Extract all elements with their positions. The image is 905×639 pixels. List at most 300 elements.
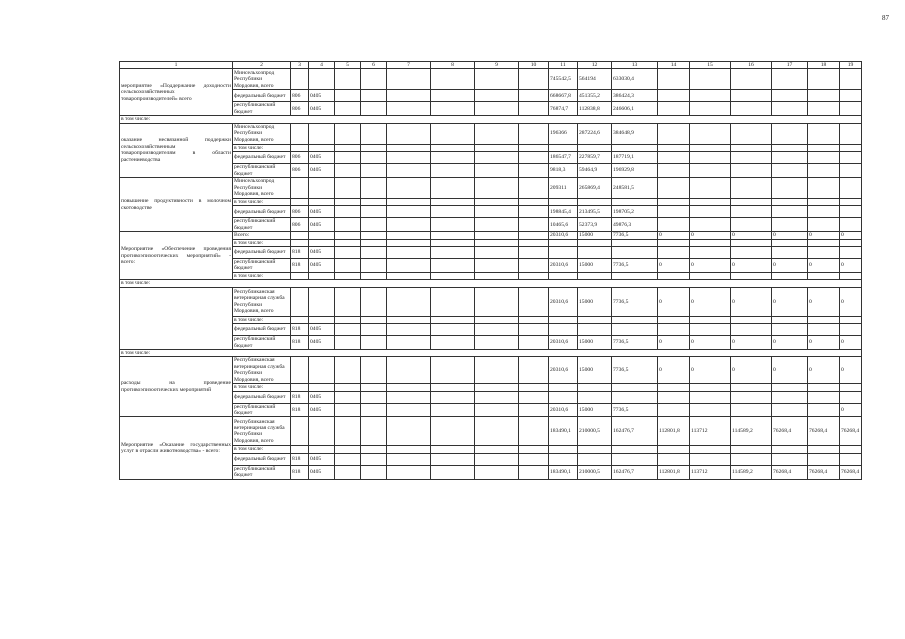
table-cell: 0: [658, 287, 690, 316]
table-cell: [335, 123, 361, 144]
table-cell: [335, 239, 361, 246]
table-cell: [519, 239, 549, 246]
table-cell: 113712: [690, 417, 731, 446]
table-cell: [840, 102, 862, 116]
table-cell: [335, 446, 361, 453]
table-cell: 0405: [309, 90, 335, 102]
table-row: [120, 69, 862, 90]
table-cell: [387, 391, 431, 403]
column-header: 2: [233, 62, 291, 69]
table-cell: [840, 206, 862, 218]
table-cell: 76874,7: [549, 102, 578, 116]
table-cell: [475, 247, 519, 259]
table-cell: [840, 177, 862, 198]
table-cell: [475, 316, 519, 323]
column-header: 5: [335, 62, 361, 69]
table-cell: [772, 90, 808, 102]
table-cell: [291, 232, 309, 239]
table-cell: [549, 316, 578, 323]
table-cell: 0405: [309, 259, 335, 273]
table-cell: 198845,4: [549, 206, 578, 218]
table-cell: [475, 152, 519, 164]
table-cell: 114589,2: [731, 465, 772, 479]
table-cell: 7736,5: [612, 403, 658, 417]
table-cell: [731, 384, 772, 391]
table-cell: [840, 90, 862, 102]
table-cell: [840, 123, 862, 144]
table-cell: [578, 316, 612, 323]
table-cell: [772, 446, 808, 453]
table-cell: [690, 164, 731, 178]
table-cell: [549, 384, 578, 391]
table-cell: 806: [291, 164, 309, 178]
table-row: [120, 357, 862, 384]
table-cell: [690, 453, 731, 465]
table-cell: [840, 247, 862, 259]
table-cell: [335, 324, 361, 336]
table-cell: [658, 324, 690, 336]
table-cell: [658, 453, 690, 465]
table-cell: [772, 144, 808, 151]
table-cell: [387, 287, 431, 316]
table-cell: [658, 152, 690, 164]
table-cell: [387, 177, 431, 198]
table-cell: [519, 123, 549, 144]
table-cell: [731, 218, 772, 232]
table-cell: [431, 453, 475, 465]
table-cell: [840, 239, 862, 246]
table-cell: [387, 272, 431, 279]
table-cell: [840, 316, 862, 323]
table-cell: 186547,7: [549, 152, 578, 164]
column-header: 16: [731, 62, 772, 69]
table-cell: [291, 69, 309, 90]
table-cell: [808, 102, 840, 116]
table-cell: 0405: [309, 206, 335, 218]
table-cell: [387, 446, 431, 453]
table-cell: 0: [658, 336, 690, 350]
table-cell: [361, 177, 387, 198]
table-cell: [475, 102, 519, 116]
table-cell: 7736,5: [612, 336, 658, 350]
table-cell: [772, 384, 808, 391]
table-cell: 0: [731, 232, 772, 239]
table-cell: [335, 417, 361, 446]
table-cell: [690, 403, 731, 417]
table-cell: [612, 391, 658, 403]
table-cell: [387, 247, 431, 259]
table-cell: Минсельхозпрод Республики Мордовия, всего: [233, 177, 291, 198]
table-cell: [361, 198, 387, 205]
table-cell: [361, 403, 387, 417]
table-cell: 0: [772, 232, 808, 239]
table-cell: [772, 316, 808, 323]
table-cell: [475, 206, 519, 218]
table-cell: [690, 218, 731, 232]
table-cell: [612, 384, 658, 391]
table-cell: [335, 152, 361, 164]
table-cell: [361, 336, 387, 350]
table-cell: [772, 206, 808, 218]
table-cell: [840, 144, 862, 151]
table-cell: [309, 123, 335, 144]
table-cell: федеральный бюджет: [233, 152, 291, 164]
table-cell: [431, 90, 475, 102]
table-cell: [431, 177, 475, 198]
table-cell: [387, 403, 431, 417]
table-row: [120, 123, 862, 144]
table-cell: [387, 316, 431, 323]
table-cell: 20310,6: [549, 232, 578, 239]
table-cell: 114589,2: [731, 417, 772, 446]
table-cell: [731, 453, 772, 465]
table-cell: 248581,5: [612, 177, 658, 198]
table-cell: [291, 417, 309, 446]
table-cell: [475, 391, 519, 403]
column-header: 17: [772, 62, 808, 69]
table-cell: [431, 198, 475, 205]
table-cell: 112801,8: [658, 417, 690, 446]
table-cell: 162476,7: [612, 465, 658, 479]
table-cell: [361, 218, 387, 232]
table-cell: федеральный бюджет: [233, 247, 291, 259]
table-cell: [658, 123, 690, 144]
table-cell: 818: [291, 453, 309, 465]
table-cell: 187719,1: [612, 152, 658, 164]
table-row: [120, 116, 862, 123]
table-cell: [335, 247, 361, 259]
table-cell: [475, 259, 519, 273]
table-cell: [309, 232, 335, 239]
table-cell: 198705,2: [612, 206, 658, 218]
table-cell: [549, 247, 578, 259]
table-cell: [612, 316, 658, 323]
table-cell: [658, 177, 690, 198]
table-cell: [519, 198, 549, 205]
table-cell: [731, 90, 772, 102]
page-number: 87: [882, 14, 889, 22]
table-cell: [690, 177, 731, 198]
table-cell: в том числе:: [233, 272, 291, 279]
table-cell: [731, 272, 772, 279]
table-cell: [309, 316, 335, 323]
table-cell: [475, 164, 519, 178]
column-header: 4: [309, 62, 335, 69]
table-cell: [475, 272, 519, 279]
table-cell: в том числе:: [233, 446, 291, 453]
table-cell: [840, 324, 862, 336]
table-cell: [519, 417, 549, 446]
table-cell: [335, 218, 361, 232]
table-cell: [431, 417, 475, 446]
table-row: [120, 280, 862, 287]
table-cell: [690, 102, 731, 116]
table-cell: [519, 391, 549, 403]
table-cell: 818: [291, 336, 309, 350]
table-cell: [361, 90, 387, 102]
table-cell: [690, 206, 731, 218]
table-cell: [291, 239, 309, 246]
table-cell: [690, 90, 731, 102]
table-cell: [808, 177, 840, 198]
table-cell: 76268,4: [808, 417, 840, 446]
table-cell: [658, 198, 690, 205]
table-cell: 0: [840, 357, 862, 384]
table-cell: [840, 218, 862, 232]
measure-name-cell: мероприятие «Поддержание доходности сельскохозяйственных товаропроизводителей» всего: [120, 69, 233, 116]
table-cell: 52373,9: [578, 218, 612, 232]
table-cell: [309, 384, 335, 391]
table-cell: 196929,8: [612, 164, 658, 178]
table-cell: [309, 287, 335, 316]
table-cell: федеральный бюджет: [233, 324, 291, 336]
table-cell: [387, 336, 431, 350]
table-cell: [291, 357, 309, 384]
table-cell: 0: [658, 232, 690, 239]
table-cell: [361, 446, 387, 453]
table-cell: [519, 336, 549, 350]
column-header: 13: [612, 62, 658, 69]
table-cell: [519, 177, 549, 198]
table-cell: [519, 247, 549, 259]
table-cell: [612, 453, 658, 465]
table-cell: [387, 206, 431, 218]
table-cell: [387, 218, 431, 232]
table-cell: 7736,5: [612, 232, 658, 239]
table-cell: [612, 239, 658, 246]
table-cell: [475, 232, 519, 239]
table-cell: [335, 102, 361, 116]
table-cell: 20310,6: [549, 259, 578, 273]
table-cell: Минсельхозпрод Республики Мордовия, всего: [233, 123, 291, 144]
table-cell: [578, 272, 612, 279]
table-cell: [519, 90, 549, 102]
table-cell: [431, 69, 475, 90]
table-cell: [612, 324, 658, 336]
table-cell: [335, 232, 361, 239]
table-cell: [335, 69, 361, 90]
table-cell: 15000: [578, 232, 612, 239]
table-cell: 818: [291, 403, 309, 417]
table-cell: [519, 218, 549, 232]
table-cell: 818: [291, 391, 309, 403]
table-cell: [612, 198, 658, 205]
table-cell: [475, 384, 519, 391]
table-cell: [690, 316, 731, 323]
table-cell: Республиканская ветеринарная служба Республики Мордовия, всего: [233, 287, 291, 316]
table-cell: [431, 239, 475, 246]
table-cell: [431, 218, 475, 232]
table-cell: [772, 247, 808, 259]
table-cell: [361, 272, 387, 279]
table-cell: [519, 446, 549, 453]
column-header: 12: [578, 62, 612, 69]
table-cell: [690, 384, 731, 391]
table-cell: федеральный бюджет: [233, 453, 291, 465]
table-cell: 0: [731, 357, 772, 384]
table-cell: [519, 152, 549, 164]
table-cell: 0405: [309, 218, 335, 232]
table-cell: [519, 316, 549, 323]
table-cell: 0405: [309, 453, 335, 465]
table-cell: [690, 144, 731, 151]
table-cell: 7736,5: [612, 287, 658, 316]
table-cell: [690, 324, 731, 336]
table-cell: 0: [731, 336, 772, 350]
table-cell: 287224,6: [578, 123, 612, 144]
measure-name-cell: Мероприятие «Обеспечение проведения противоэпизоотических мероприятий» - всего:: [120, 232, 233, 280]
table-cell: [840, 384, 862, 391]
table-cell: [808, 90, 840, 102]
table-cell: [772, 403, 808, 417]
section-label: в том числе:: [120, 116, 862, 123]
measure-name-cell: [120, 287, 233, 349]
table-cell: 386424,3: [612, 90, 658, 102]
table-cell: [309, 272, 335, 279]
table-cell: [291, 272, 309, 279]
table-cell: [361, 123, 387, 144]
table-cell: [431, 336, 475, 350]
table-cell: 7736,5: [612, 357, 658, 384]
measure-name-cell: Мероприятие «Оказание государственных услуг в отрасли животноводства» - всего:: [120, 417, 233, 479]
table-cell: [731, 403, 772, 417]
table-cell: [549, 391, 578, 403]
table-cell: в том числе:: [233, 384, 291, 391]
table-cell: 0405: [309, 403, 335, 417]
table-cell: [772, 218, 808, 232]
table-cell: 818: [291, 259, 309, 273]
table-cell: [658, 144, 690, 151]
table-cell: [658, 446, 690, 453]
column-header: 1: [120, 62, 233, 69]
column-header: 9: [475, 62, 519, 69]
table-cell: [475, 177, 519, 198]
table-cell: [690, 69, 731, 90]
table-cell: [772, 272, 808, 279]
column-header: 19: [840, 62, 862, 69]
table-cell: [387, 417, 431, 446]
table-cell: [387, 164, 431, 178]
table-cell: [475, 417, 519, 446]
table-cell: [291, 198, 309, 205]
table-cell: [431, 287, 475, 316]
table-cell: [361, 465, 387, 479]
table-cell: 246606,1: [612, 102, 658, 116]
table-cell: [291, 123, 309, 144]
table-cell: 0405: [309, 164, 335, 178]
table-cell: [808, 403, 840, 417]
table-cell: 0405: [309, 102, 335, 116]
table-cell: [431, 384, 475, 391]
table-cell: 265869,4: [578, 177, 612, 198]
table-cell: [772, 152, 808, 164]
table-cell: [731, 177, 772, 198]
table-cell: [335, 391, 361, 403]
table-cell: республиканский бюджет: [233, 259, 291, 273]
table-cell: [658, 391, 690, 403]
table-cell: [335, 144, 361, 151]
table-cell: 806: [291, 218, 309, 232]
table-cell: 15000: [578, 336, 612, 350]
table-cell: федеральный бюджет: [233, 90, 291, 102]
table-cell: [772, 198, 808, 205]
table-cell: [335, 316, 361, 323]
table-cell: [840, 69, 862, 90]
table-cell: в том числе:: [233, 144, 291, 151]
table-cell: 183490,1: [549, 465, 578, 479]
table-cell: [690, 391, 731, 403]
table-cell: [519, 144, 549, 151]
table-cell: [578, 239, 612, 246]
table-cell: 0: [690, 357, 731, 384]
table-cell: Всего:: [233, 232, 291, 239]
table-cell: [519, 324, 549, 336]
table-cell: 196366: [549, 123, 578, 144]
table-cell: 0: [840, 259, 862, 273]
table-cell: [475, 198, 519, 205]
table-cell: [840, 391, 862, 403]
table-cell: 818: [291, 324, 309, 336]
table-cell: 20310,6: [549, 287, 578, 316]
table-row: [120, 417, 862, 446]
table-cell: [387, 453, 431, 465]
table-cell: [335, 357, 361, 384]
table-cell: 0: [808, 232, 840, 239]
table-cell: 213495,5: [578, 206, 612, 218]
table-cell: 0: [731, 259, 772, 273]
table-cell: 0405: [309, 336, 335, 350]
table-cell: [731, 391, 772, 403]
table-cell: [431, 403, 475, 417]
table-cell: 384648,9: [612, 123, 658, 144]
table-cell: [612, 247, 658, 259]
table-cell: [731, 324, 772, 336]
table-cell: [808, 391, 840, 403]
table-cell: 0: [808, 336, 840, 350]
table-cell: [361, 316, 387, 323]
table-cell: [431, 259, 475, 273]
table-cell: [772, 324, 808, 336]
table-cell: [808, 316, 840, 323]
table-cell: [475, 453, 519, 465]
table-cell: [335, 272, 361, 279]
table-cell: [519, 69, 549, 90]
table-cell: [335, 453, 361, 465]
table-cell: 0: [808, 287, 840, 316]
table-cell: республиканский бюджет: [233, 336, 291, 350]
table-cell: [475, 403, 519, 417]
table-cell: [475, 218, 519, 232]
table-cell: [519, 164, 549, 178]
table-cell: [475, 324, 519, 336]
table-cell: [335, 90, 361, 102]
table-cell: республиканский бюджет: [233, 164, 291, 178]
table-cell: [309, 198, 335, 205]
table-cell: [431, 446, 475, 453]
table-cell: [612, 272, 658, 279]
table-cell: [309, 417, 335, 446]
table-cell: [519, 403, 549, 417]
table-cell: [431, 324, 475, 336]
table-cell: 0: [840, 403, 862, 417]
table-cell: 0: [772, 336, 808, 350]
table-cell: Минсельхозпрод Республики Мордовия, всего: [233, 69, 291, 90]
measure-name-cell: оказание несвязанной поддержки сельскохозяйственным товаропроизводителям в области растениеводства: [120, 123, 233, 177]
table-cell: [519, 272, 549, 279]
table-cell: [731, 316, 772, 323]
table-cell: Республиканская ветеринарная служба Республики Мордовия, всего: [233, 357, 291, 384]
table-cell: 210000,5: [578, 465, 612, 479]
